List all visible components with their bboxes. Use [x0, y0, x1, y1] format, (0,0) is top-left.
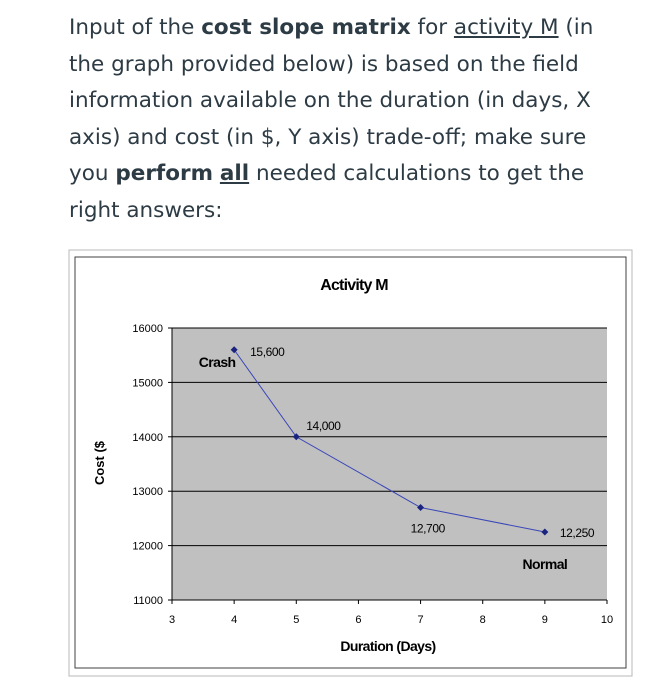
- y-tick-label-14000: 14000: [132, 431, 163, 444]
- bold-cost-slope-matrix: cost slope matrix: [201, 15, 411, 40]
- x-tick-label-7: 7: [417, 614, 424, 626]
- y-tick-label-12000: 12000: [132, 540, 163, 553]
- chart-title: Activity M: [320, 277, 388, 294]
- data-label-7: 12,700: [410, 521, 445, 536]
- y-tick-label-13000: 13000: [132, 486, 163, 499]
- data-label-4: 15,600: [250, 344, 285, 359]
- y-tick-label-16000: 16000: [132, 323, 163, 335]
- x-axis-label: Duration (Days): [340, 638, 436, 654]
- x-tick-label-9: 9: [541, 614, 548, 626]
- underlined-activity-m: activity M: [453, 15, 559, 40]
- bold-underlined-all: all: [219, 161, 250, 186]
- x-tick-label-6: 6: [355, 614, 362, 626]
- x-tick-label-8: 8: [479, 614, 486, 626]
- question-text: Input of the cost slope matrix for activity M (in the graph provided below) is based on the field information available on the duration (in days, X axis) and cost (in $, Y axis) trade-off; make sure you perform all needed calculations to get the right answers:: [69, 15, 594, 223]
- x-tick-label-4: 4: [231, 614, 238, 626]
- x-tick-label-10: 10: [600, 614, 614, 626]
- annotation-crash: Crash: [198, 353, 236, 370]
- annotation-normal: Normal: [522, 556, 568, 572]
- data-label-5: 14,000: [306, 418, 341, 433]
- y-axis-label: Cost ($: [92, 440, 107, 486]
- y-tick-label-15000: 15000: [132, 377, 163, 390]
- x-tick-label-3: 3: [168, 614, 176, 626]
- data-label-9: 12,250: [559, 526, 595, 540]
- x-tick-label-5: 5: [293, 614, 300, 626]
- y-tick-label-11000: 11000: [133, 595, 163, 607]
- bold-perform: perform: [115, 161, 214, 186]
